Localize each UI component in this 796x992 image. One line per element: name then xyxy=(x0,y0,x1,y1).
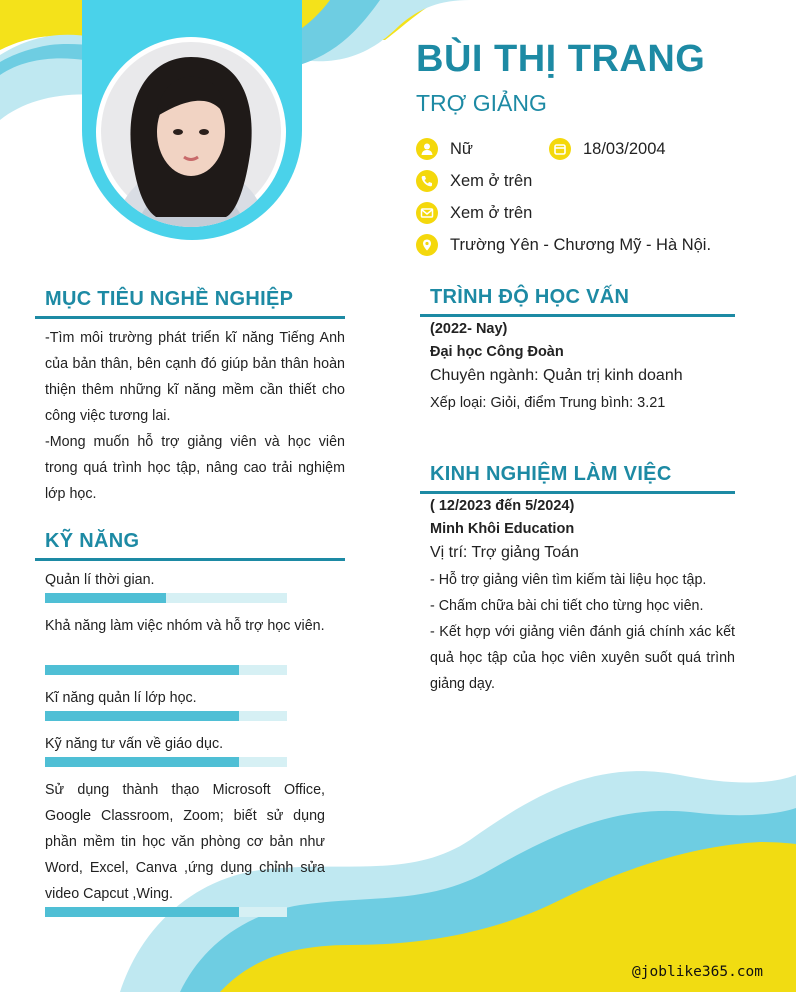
calendar-icon xyxy=(549,138,571,160)
skill-bar-2 xyxy=(45,665,287,675)
phone-value: Xem ở trên xyxy=(450,171,533,190)
experience-title: KINH NGHIỆM LÀM VIỆC xyxy=(420,463,735,494)
location-icon xyxy=(416,234,438,256)
education-school: Đại học Công Đoàn xyxy=(430,344,564,360)
candidate-role: TRỢ GIẢNG xyxy=(416,90,547,116)
objective-text-1: -Tìm môi trường phát triển kĩ năng Tiếng Anh của bản thân, bên cạnh đó giúp bản thân hoàn thiện thêm những kĩ năng mềm cần thiết cho công việc tương lai. xyxy=(45,330,345,424)
gender-row xyxy=(416,138,473,160)
phone-row xyxy=(416,170,532,192)
profile-photo xyxy=(96,37,286,227)
education-title: TRÌNH ĐỘ HỌC VẤN xyxy=(420,286,735,317)
skill-bar-3 xyxy=(45,711,287,721)
skills-title: KỸ NĂNG xyxy=(35,530,345,561)
skill-label-2: Khả năng làm việc nhóm và hỗ trợ học viên. xyxy=(45,618,325,634)
education-grade: Xếp loại: Giỏi, điểm Trung bình: 3.21 xyxy=(430,395,666,411)
skill-label-1: Quản lí thời gian. xyxy=(45,572,155,588)
skill-bar-1 xyxy=(45,593,287,603)
skills-section xyxy=(35,530,345,561)
experience-duty-2: - Chấm chữa bài chi tiết cho từng học viên. xyxy=(430,598,704,614)
education-major: Chuyên ngành: Quản trị kinh doanh xyxy=(430,367,683,384)
birthdate-row xyxy=(549,138,666,160)
email-row xyxy=(416,202,532,224)
objective-title: MỤC TIÊU NGHỀ NGHIỆP xyxy=(35,288,345,319)
objective-section xyxy=(35,288,345,319)
skill-bar-5 xyxy=(45,907,287,917)
education-section xyxy=(420,286,735,317)
objective-text-2: -Mong muốn hỗ trợ giảng viên và học viên trong quá trình học tập, nâng cao trải nghiệm lớp học. xyxy=(45,434,345,502)
mail-icon xyxy=(416,202,438,224)
skill-label-3: Kĩ năng quản lí lớp học. xyxy=(45,690,197,706)
experience-period: ( 12/2023 đến 5/2024) xyxy=(430,498,575,514)
skill-label-4: Kỹ năng tư vấn về giáo dục. xyxy=(45,736,224,752)
phone-icon xyxy=(416,170,438,192)
skill-bar-4 xyxy=(45,757,287,767)
address-row xyxy=(416,234,711,256)
experience-duty-1: - Hỗ trợ giảng viên tìm kiếm tài liệu học tập. xyxy=(430,572,707,588)
experience-company: Minh Khôi Education xyxy=(430,521,575,537)
experience-section xyxy=(420,463,735,494)
watermark: @joblike365.com xyxy=(632,964,763,980)
email-value: Xem ở trên xyxy=(450,203,533,222)
education-period: (2022- Nay) xyxy=(430,321,508,337)
experience-duty-3: - Kết hợp với giảng viên đánh giá chính xác kết quả học tập của học viên xuyên suốt quá trình giảng dạy. xyxy=(430,624,735,692)
birthdate-value: 18/03/2004 xyxy=(583,139,666,158)
user-icon xyxy=(416,138,438,160)
experience-position: Vị trí: Trợ giảng Toán xyxy=(430,544,579,561)
skill-label-5: Sử dụng thành thạo Microsoft Office, Google Classroom, Zoom; biết sử dụng phần mềm tin học văn phòng cơ bản như Word, Excel, Canva ,ứng dụng chỉnh sửa video Capcut ,Wing. xyxy=(45,782,325,902)
gender-value: Nữ xyxy=(450,139,473,158)
candidate-name: BÙI THỊ TRANG xyxy=(416,38,706,80)
address-value: Trường Yên - Chương Mỹ - Hà Nội. xyxy=(450,235,712,254)
